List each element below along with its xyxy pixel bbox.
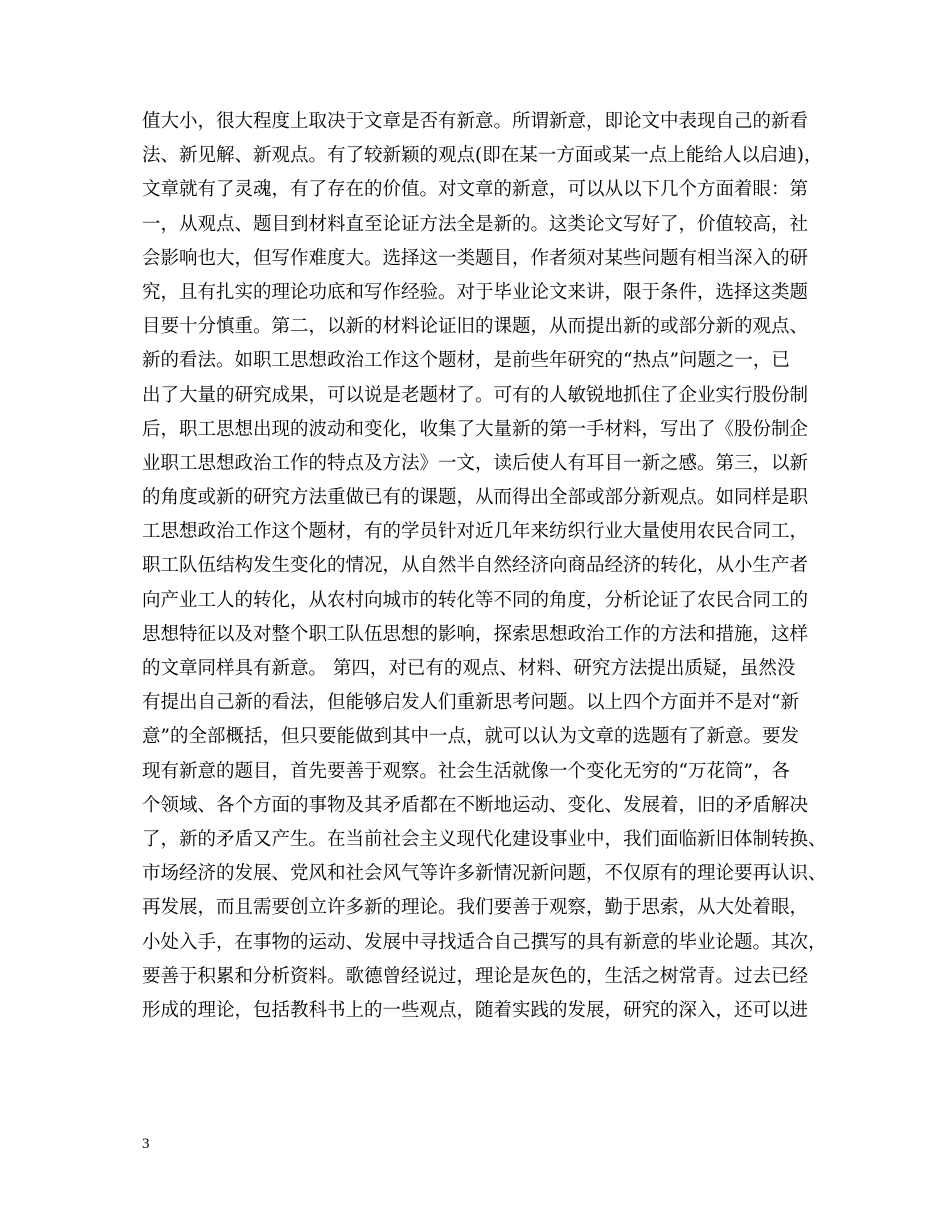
text-line: 意”的全部概括，但只要能做到其中一点，就可以认为文章的选题有了新意。要发 <box>142 726 799 748</box>
text-line: 市场经济的发展、党风和社会风气等许多新情况新问题，不仅原有的理论要再认识、 <box>142 863 827 885</box>
text-line: 的文章同样具有新意。 第四，对已有的观点、材料、研究方法提出质疑，虽然没 <box>142 658 796 679</box>
text-line: 小处入手，在事物的运动、发展中寻找适合自己撰写的具有新意的毕业论题。其次， <box>142 931 827 953</box>
text-line: 再发展，而且需要创立许多新的理论。我们要善于观察，勤于思索，从大处着眼， <box>142 897 809 919</box>
page-number: 3 <box>142 1136 150 1152</box>
text-line: 工思想政治工作这个题材，有的学员针对近几年来纺织行业大量使用农民合同工， <box>142 521 809 543</box>
text-line: 后，职工思想出现的波动和变化，收集了大量新的第一手材料，写出了《股份制企 <box>142 418 809 440</box>
text-line: 现有新意的题目，首先要善于观察。社会生活就像一个变化无穷的“万花筒”，各 <box>142 760 790 782</box>
text-line: 有提出自己新的看法，但能够启发人们重新思考问题。以上四个方面并不是对“新 <box>142 692 799 714</box>
text-line: 究，且有扎实的理论功底和写作经验。对于毕业论文来讲，限于条件，选择这类题 <box>142 281 809 303</box>
text-line: 出了大量的研究成果，可以说是老题材了。可有的人敏锐地抓住了企业实行股份制 <box>142 384 809 406</box>
text-line: 业职工思想政治工作的特点及方法》一文，读后使人有耳目一新之感。第三，以新 <box>142 452 809 474</box>
text-line: 值大小，很大程度上取决于文章是否有新意。所谓新意，即论文中表现自己的新看 <box>142 111 809 132</box>
text-line: 个领域、各个方面的事物及其矛盾都在不断地运动、变化、发展着，旧的矛盾解决 <box>142 794 809 816</box>
text-line: 职工队伍结构发生变化的情况，从自然半自然经济向商品经济的转化，从小生产者 <box>142 555 809 577</box>
text-line: 一，从观点、题目到材料直至论证方法全是新的。这类论文写好了，价值较高，社 <box>142 213 809 235</box>
body-text <box>142 105 832 1028</box>
text-line: 思想特征以及对整个职工队伍思想的影响，探索思想政治工作的方法和措施，这样 <box>142 623 809 645</box>
text-line: 法、新见解、新观点。有了较新颖的观点(即在某一方面或某一点上能给人以启迪)， <box>142 145 823 167</box>
text-line: 的角度或新的研究方法重做已有的课题，从而得出全部或部分新观点。如同样是职 <box>142 487 809 509</box>
text-line: 目要十分慎重。第二，以新的材料论证旧的课题，从而提出新的或部分新的观点、 <box>142 316 809 338</box>
text-line: 新的看法。如职工思想政治工作这个题材，是前些年研究的“热点”问题之一，已 <box>142 350 790 372</box>
text-line: 要善于积累和分析资料。歌德曾经说过，理论是灰色的，生活之树常青。过去已经 <box>142 965 809 987</box>
text-line: 了，新的矛盾又产生。在当前社会主义现代化建设事业中，我们面临新旧体制转换、 <box>142 828 827 850</box>
text-line: 文章就有了灵魂，有了存在的价值。对文章的新意，可以从以下几个方面着眼：第 <box>142 179 809 201</box>
text-line: 向产业工人的转化，从农村向城市的转化等不同的角度，分析论证了农民合同工的 <box>142 589 809 611</box>
text-line: 形成的理论，包括教科书上的一些观点，随着实践的发展，研究的深入，还可以进 <box>142 999 809 1021</box>
text-line: 会影响也大，但写作难度大。选择这一类题目，作者须对某些问题有相当深入的研 <box>142 247 809 269</box>
